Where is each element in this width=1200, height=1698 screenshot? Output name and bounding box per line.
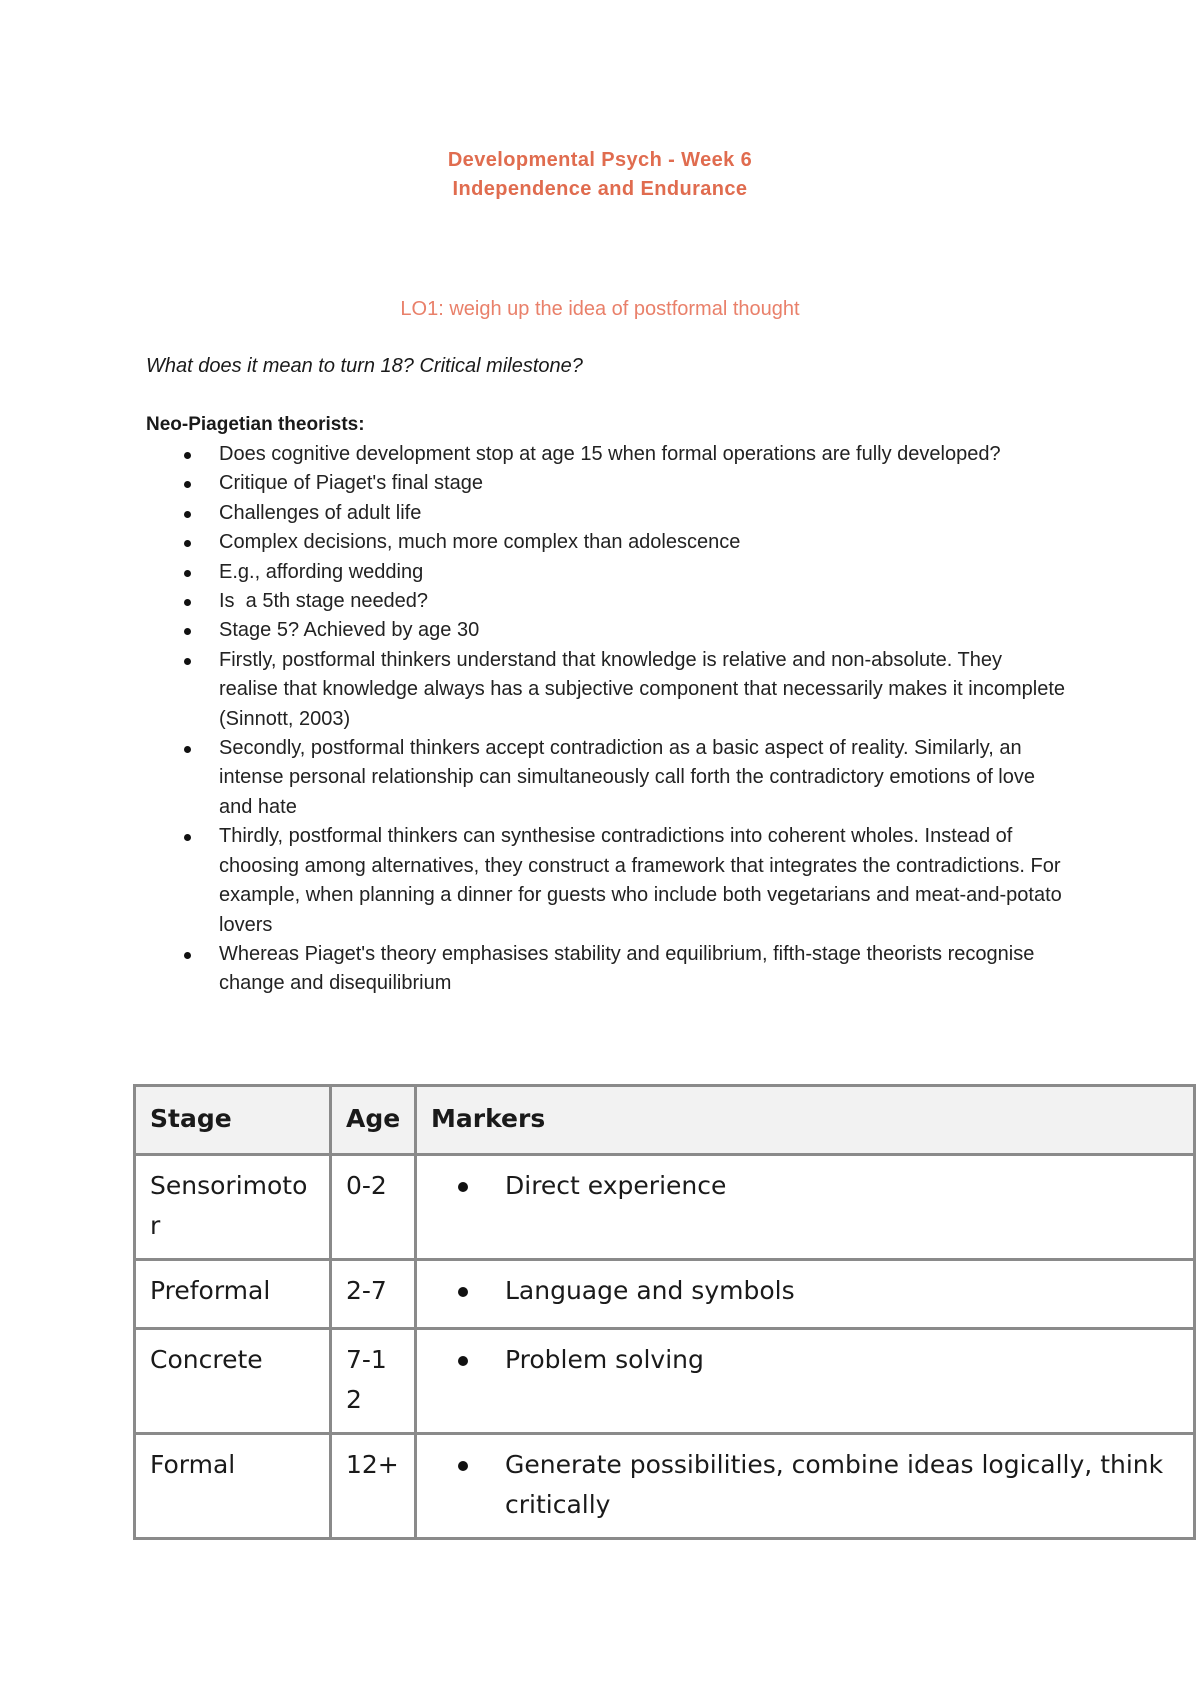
list-item-text: Does cognitive development stop at age 15 when formal operations are fully developed? bbox=[219, 443, 1001, 465]
bullet-icon bbox=[184, 511, 191, 518]
list-item-text: E.g., affording wedding bbox=[219, 560, 424, 583]
list-item-text: Secondly, postformal thinkers accept contradiction as a basic aspect of reality. Similarly, an intense personal relationship can simultaneously call forth the contradictory emotions of love and hate bbox=[219, 737, 1035, 818]
bullet-icon bbox=[184, 452, 191, 459]
list-item bbox=[146, 469, 1066, 498]
bullet-icon bbox=[458, 1287, 468, 1297]
bullet-icon bbox=[184, 628, 191, 635]
column-header-age: Age bbox=[331, 1086, 416, 1155]
cell-markers bbox=[416, 1434, 1195, 1539]
list-item-text: Is a 5th stage needed? bbox=[219, 590, 429, 613]
table-row bbox=[135, 1329, 1195, 1434]
list-item-text: Stage 5? Achieved by age 30 bbox=[219, 619, 480, 642]
cell-stage: Concrete bbox=[135, 1329, 331, 1434]
cell-stage: Preformal bbox=[135, 1260, 331, 1329]
cell-markers bbox=[416, 1155, 1195, 1260]
document-title bbox=[0, 146, 1200, 204]
bullet-list bbox=[146, 440, 1066, 999]
marker-item bbox=[431, 1445, 1181, 1525]
list-item-text: Whereas Piaget's theory emphasises stability and equilibrium, fifth-stage theorists recognise change and disequilibrium bbox=[219, 942, 1035, 995]
marker-text: Language and symbols bbox=[505, 1276, 795, 1305]
list-item-text: Firstly, postformal thinkers understand that knowledge is relative and non-absolute. They realise that knowledge always has a subjective component that necessarily makes it incomplete (Sinnott, 2003) bbox=[219, 648, 1065, 730]
bullet-icon bbox=[184, 540, 191, 547]
bullet-icon bbox=[184, 481, 191, 488]
list-item bbox=[146, 440, 1066, 469]
bullet-icon bbox=[184, 952, 191, 959]
bullet-icon bbox=[458, 1461, 468, 1471]
list-item bbox=[146, 499, 1066, 528]
list-item bbox=[146, 616, 1066, 645]
table-header-row bbox=[135, 1086, 1195, 1155]
list-item bbox=[146, 940, 1066, 999]
bullet-icon bbox=[458, 1182, 468, 1192]
title-line-topic: Independence and Endurance bbox=[452, 178, 748, 200]
title-line-course: Developmental Psych - Week 6 bbox=[447, 149, 753, 171]
list-item bbox=[146, 646, 1066, 734]
cell-stage: Formal bbox=[135, 1434, 331, 1539]
list-item-text: Complex decisions, much more complex than adolescence bbox=[219, 531, 741, 554]
bullet-icon bbox=[458, 1356, 468, 1366]
list-item bbox=[146, 822, 1066, 940]
stages-table bbox=[133, 1084, 1196, 1540]
column-header-stage: Stage bbox=[135, 1086, 331, 1155]
bullet-icon bbox=[184, 570, 191, 577]
cell-age: 12+ bbox=[331, 1434, 416, 1539]
marker-item bbox=[431, 1340, 1181, 1380]
cell-stage: Sensorimotor bbox=[135, 1155, 331, 1260]
list-item-text: Thirdly, postformal thinkers can synthesise contradictions into coherent wholes. Instead of choosing among alternatives, they construct a framework that integrates the contradictions. For example, when planning a dinner for guests who include both vegetarians and meat-and-potato lovers bbox=[219, 825, 1062, 936]
bullet-icon bbox=[184, 599, 191, 606]
list-item bbox=[146, 734, 1066, 822]
marker-text: Generate possibilities, combine ideas logically, think critically bbox=[505, 1450, 1164, 1519]
list-item bbox=[146, 587, 1066, 616]
learning-objective: LO1: weigh up the idea of postformal thought bbox=[400, 298, 800, 320]
column-header-markers: Markers bbox=[416, 1086, 1195, 1155]
bullet-icon bbox=[184, 658, 191, 665]
bullet-icon bbox=[184, 834, 191, 841]
table-row bbox=[135, 1260, 1195, 1329]
marker-text: Direct experience bbox=[505, 1171, 727, 1200]
cell-markers bbox=[416, 1329, 1195, 1434]
list-item-text: Challenges of adult life bbox=[219, 501, 422, 524]
table-row bbox=[135, 1155, 1195, 1260]
marker-item bbox=[431, 1166, 1181, 1206]
section-heading: Neo-Piagetian theorists: bbox=[146, 414, 365, 435]
bullet-icon bbox=[184, 746, 191, 753]
marker-item bbox=[431, 1271, 1181, 1311]
cell-markers bbox=[416, 1260, 1195, 1329]
list-item bbox=[146, 528, 1066, 557]
list-item bbox=[146, 558, 1066, 587]
cell-age: 7-12 bbox=[331, 1329, 416, 1434]
list-item-text: Critique of Piaget's final stage bbox=[219, 472, 483, 495]
cell-age: 2-7 bbox=[331, 1260, 416, 1329]
intro-question: What does it mean to turn 18? Critical milestone? bbox=[146, 355, 583, 377]
marker-text: Problem solving bbox=[505, 1345, 704, 1374]
cell-age: 0-2 bbox=[331, 1155, 416, 1260]
table-row bbox=[135, 1434, 1195, 1539]
